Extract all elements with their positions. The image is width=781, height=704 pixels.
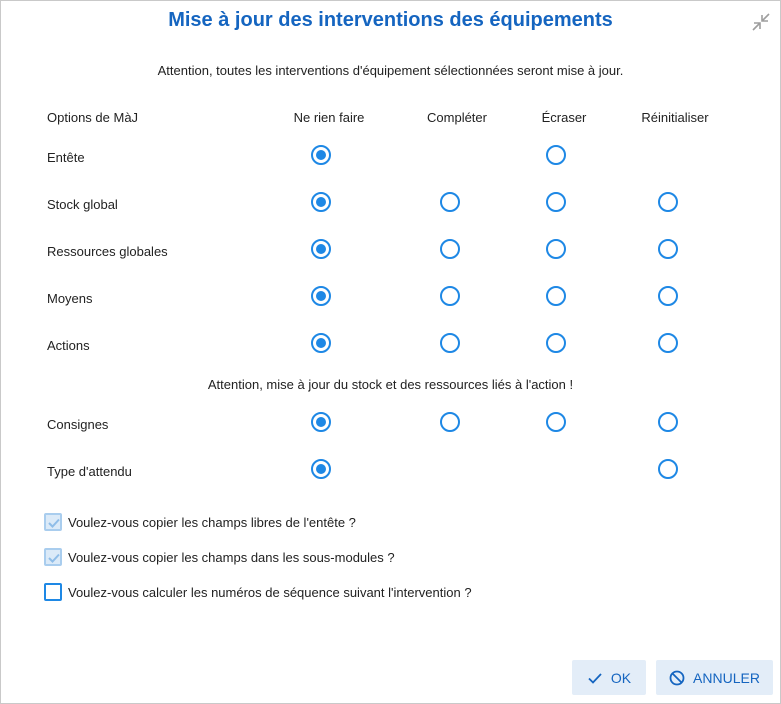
checkbox-copy-free-fields[interactable] xyxy=(44,513,356,531)
radio-stock-global-reinitialiser[interactable] xyxy=(658,192,678,212)
radio-consignes-completer[interactable] xyxy=(440,412,460,432)
row-label-actions: Actions xyxy=(47,338,90,353)
row-label-type-attendu: Type d'attendu xyxy=(47,464,132,479)
radio-ressources-completer[interactable] xyxy=(440,239,460,259)
radio-stock-global-ne-rien-faire[interactable] xyxy=(311,192,331,212)
row-label-entete: Entête xyxy=(47,150,85,165)
radio-ressources-ne-rien-faire[interactable] xyxy=(311,239,331,259)
col-header-completer: Compléter xyxy=(427,110,487,125)
checkbox-compute-sequence-box[interactable] xyxy=(44,583,62,601)
notice-middle: Attention, mise à jour du stock et des ressources liés à l'action ! xyxy=(207,377,574,392)
radio-type-attendu-reinitialiser[interactable] xyxy=(658,459,678,479)
radio-consignes-reinitialiser[interactable] xyxy=(658,412,678,432)
radio-consignes-ne-rien-faire[interactable] xyxy=(311,412,331,432)
notice-top: Attention, toutes les interventions d'équipement sélectionnées seront mise à jour. xyxy=(157,63,624,78)
radio-moyens-ecraser[interactable] xyxy=(546,286,566,306)
ban-icon xyxy=(669,670,685,686)
radio-actions-completer[interactable] xyxy=(440,333,460,353)
row-label-consignes: Consignes xyxy=(47,417,109,432)
checkmark-icon xyxy=(47,516,61,530)
ok-button[interactable] xyxy=(572,660,646,695)
checkbox-copy-submodule-fields-label: Voulez-vous copier les champs dans les sous-modules ? xyxy=(68,549,395,565)
cancel-button-label: ANNULER xyxy=(693,669,760,686)
radio-actions-reinitialiser[interactable] xyxy=(658,333,678,353)
checkbox-copy-submodule-fields-box[interactable] xyxy=(44,548,62,566)
col-header-ne-rien-faire: Ne rien faire xyxy=(293,110,365,125)
col-header-ecraser: Écraser xyxy=(541,110,587,125)
radio-entete-ne-rien-faire[interactable] xyxy=(311,145,331,165)
row-label-stock-global: Stock global xyxy=(47,197,118,212)
row-label-moyens: Moyens xyxy=(47,291,93,306)
check-icon xyxy=(587,670,603,686)
checkbox-copy-free-fields-box[interactable] xyxy=(44,513,62,531)
checkmark-icon xyxy=(47,551,61,565)
checkbox-compute-sequence-label: Voulez-vous calculer les numéros de séquence suivant l'intervention ? xyxy=(68,584,472,600)
dialog-title: Mise à jour des interventions des équipements xyxy=(168,9,613,31)
radio-stock-global-completer[interactable] xyxy=(440,192,460,212)
radio-ressources-reinitialiser[interactable] xyxy=(658,239,678,259)
radio-moyens-completer[interactable] xyxy=(440,286,460,306)
cancel-button[interactable] xyxy=(656,660,773,695)
checkbox-compute-sequence[interactable] xyxy=(44,583,472,601)
checkbox-copy-submodule-fields[interactable] xyxy=(44,548,395,566)
row-label-ressources-globales: Ressources globales xyxy=(47,244,168,259)
col-header-reinitialiser: Réinitialiser xyxy=(641,110,709,125)
radio-entete-ecraser[interactable] xyxy=(546,145,566,165)
radio-moyens-reinitialiser[interactable] xyxy=(658,286,678,306)
radio-consignes-ecraser[interactable] xyxy=(546,412,566,432)
checkbox-copy-free-fields-label: Voulez-vous copier les champs libres de l'entête ? xyxy=(68,514,356,530)
radio-actions-ne-rien-faire[interactable] xyxy=(311,333,331,353)
radio-actions-ecraser[interactable] xyxy=(546,333,566,353)
radio-ressources-ecraser[interactable] xyxy=(546,239,566,259)
options-header: Options de MàJ xyxy=(47,110,139,125)
ok-button-label: OK xyxy=(610,669,632,686)
radio-stock-global-ecraser[interactable] xyxy=(546,192,566,212)
collapse-icon[interactable] xyxy=(751,12,771,32)
radio-moyens-ne-rien-faire[interactable] xyxy=(311,286,331,306)
radio-type-attendu-ne-rien-faire[interactable] xyxy=(311,459,331,479)
